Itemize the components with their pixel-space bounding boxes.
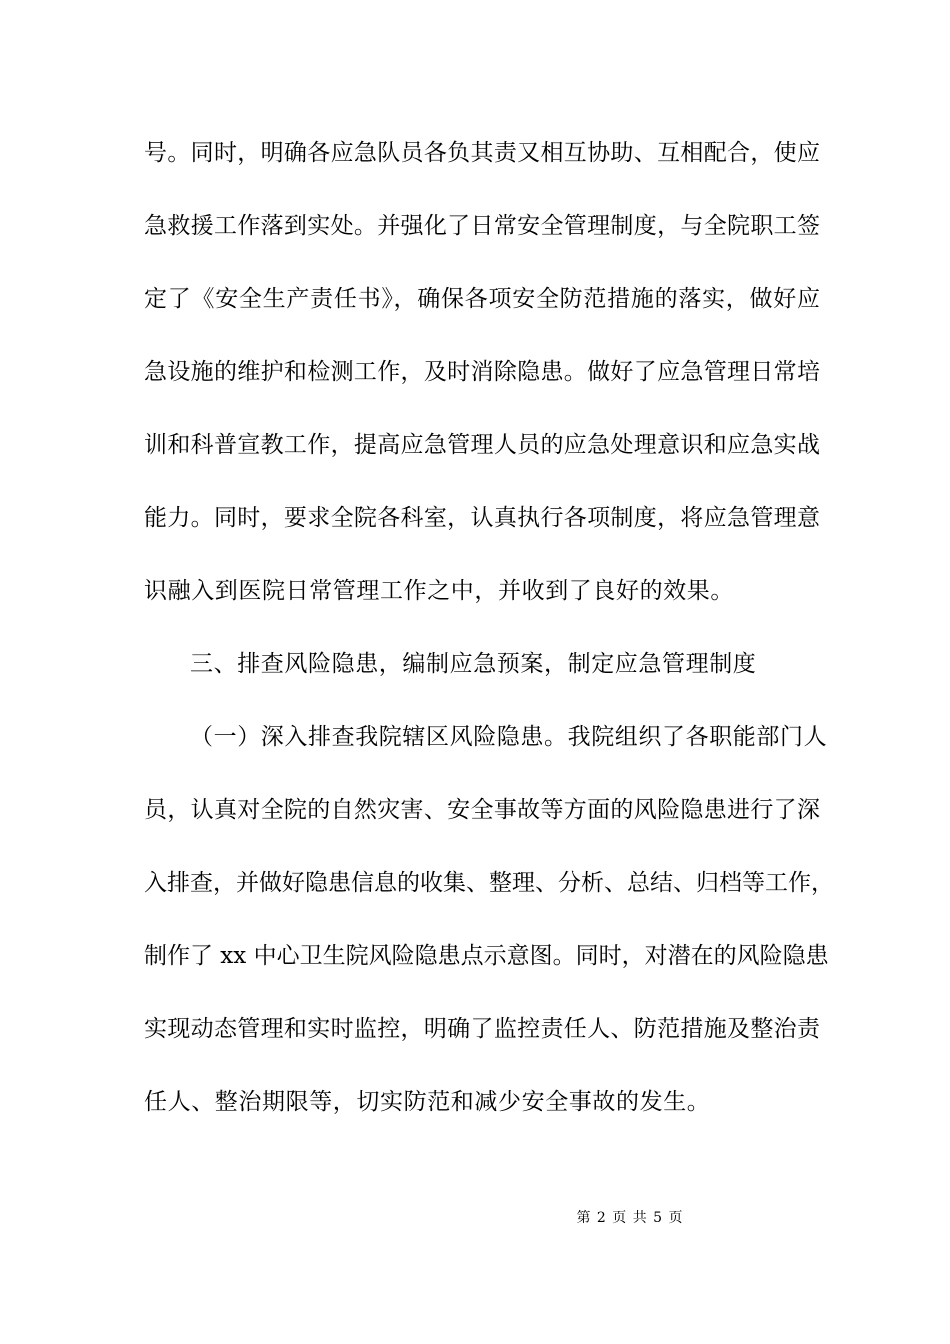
paragraph-line: 任人、整治期限等，切实防范和减少安全事故的发生。 [144,1089,711,1115]
paragraph-line: 制作了 xx 中心卫生院风险隐患点示意图。同时，对潜在的风险隐患 [144,943,829,969]
paragraph-line: 员，认真对全院的自然灾害、安全事故等方面的风险隐患进行了深 [144,797,820,823]
section-heading: 三、排查风险隐患，编制应急预案，制定应急管理制度 [190,651,757,677]
paragraph-line: 训和科普宣教工作，提高应急管理人员的应急处理意识和应急实战 [144,432,820,458]
paragraph-line: 能力。同时，要求全院各科室，认真执行各项制度，将应急管理意 [144,505,820,531]
paragraph-line: 号。同时，明确各应急队员各负其责又相互协助、互相配合，使应 [144,140,820,166]
paragraph-line: 入排查，并做好隐患信息的收集、整理、分析、总结、归档等工作， [144,870,834,896]
page-number: 第 2 页 共 5 页 [576,1210,684,1226]
page-footer [0,1208,950,1228]
paragraph-line: 定了《安全生产责任书》，确保各项安全防范措施的落实，做好应 [144,286,820,312]
paragraph-line: 急设施的维护和检测工作，及时消除隐患。做好了应急管理日常培 [144,359,820,385]
paragraph-line: 急救援工作落到实处。并强化了日常安全管理制度，与全院职工签 [144,213,820,239]
paragraph-line: 实现动态管理和实时监控，明确了监控责任人、防范措施及整治责 [144,1016,820,1042]
paragraph-line: 识融入到医院日常管理工作之中，并收到了良好的效果。 [144,578,734,604]
subsection-line: （一）深入排查我院辖区风险隐患。我院组织了各职能部门人 [190,724,828,750]
